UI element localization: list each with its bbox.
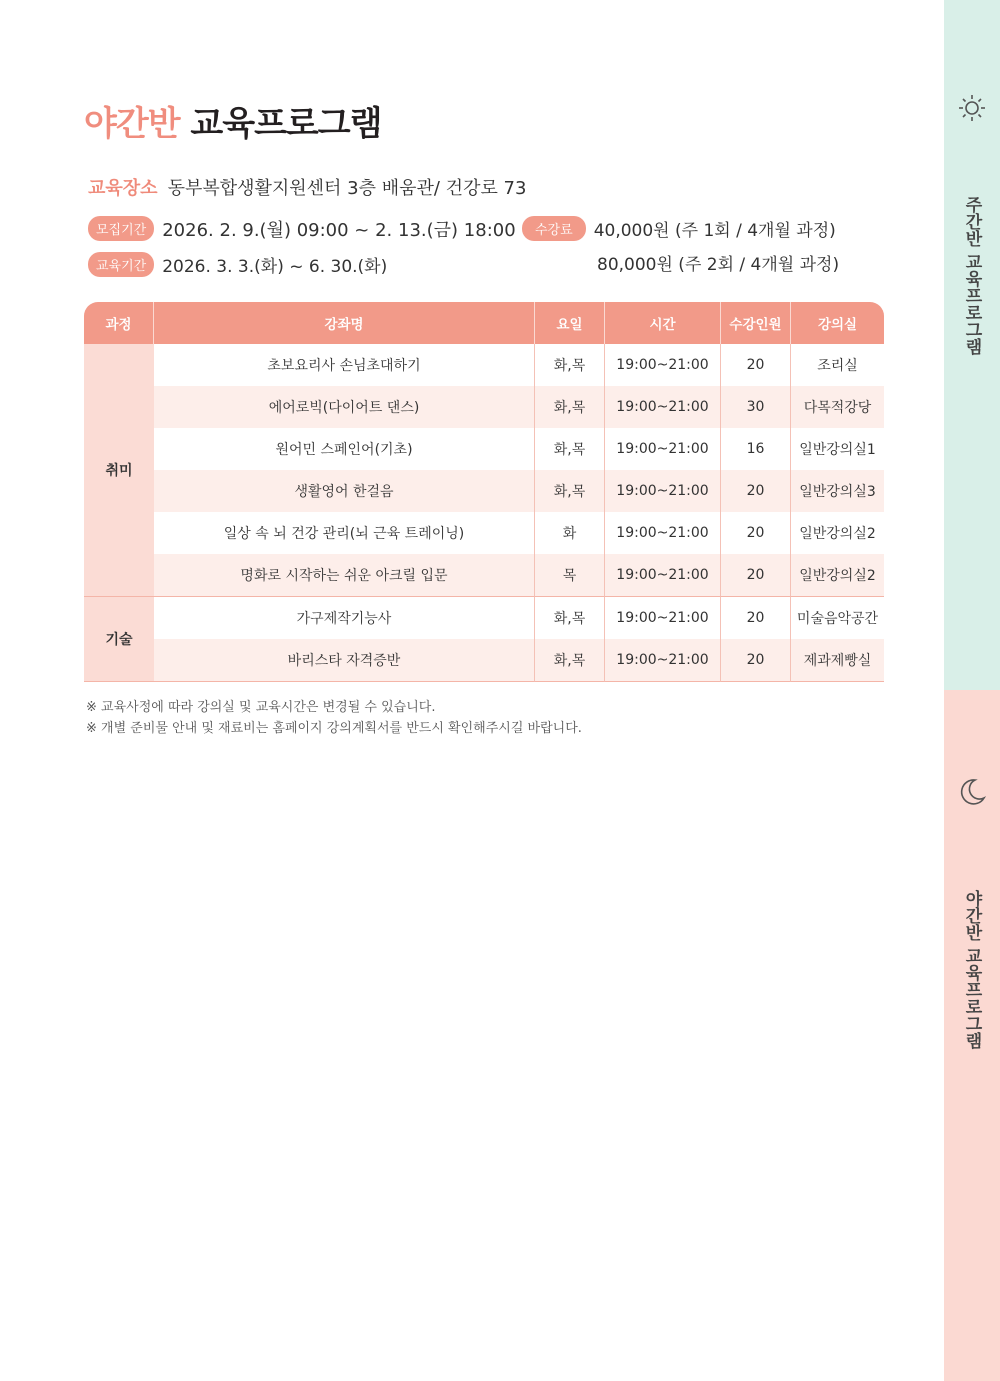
class-name-cell: 명화로 시작하는 쉬운 아크릴 입문	[154, 554, 535, 597]
table-row	[84, 386, 884, 428]
sun-icon	[956, 92, 988, 124]
time-cell: 19:00~21:00	[605, 512, 721, 554]
day-cell: 목	[535, 554, 605, 597]
time-cell: 19:00~21:00	[605, 597, 721, 639]
fee-value-1: 40,000원 (주 1회 / 4개월 과정)	[593, 221, 836, 241]
location-value: 동부복합생활지원센터 3층 배움관/ 건강로 73	[167, 178, 527, 199]
room-cell: 미술음악공간	[796, 611, 879, 627]
capacity-cell: 20	[721, 512, 791, 554]
fee-line-2	[597, 250, 839, 275]
category-cell: 기술	[84, 597, 154, 682]
note-2: ※ 개별 준비물 안내 및 재료비는 홈페이지 강의계획서를 반드시 확인해주시길 바랍니다.	[86, 721, 582, 736]
period-line	[88, 252, 387, 277]
table-row	[84, 639, 884, 682]
header-day: 요일	[535, 302, 605, 344]
note-1: ※ 교육사정에 따라 강의실 및 교육시간은 변경될 수 있습니다.	[86, 700, 436, 715]
time-cell: 19:00~21:00	[605, 344, 721, 386]
room-cell: 일반강의실2	[791, 554, 884, 597]
day-cell: 화	[535, 512, 605, 554]
day-cell: 화,목	[535, 344, 605, 386]
title-main: 교육프로그램	[190, 104, 382, 144]
period-badge: 교육기간	[88, 252, 154, 277]
header-capacity: 수강인원	[721, 302, 791, 344]
class-name-cell: 초보요리사 손님초대하기	[154, 344, 535, 386]
recruit-line	[88, 216, 516, 242]
day-cell: 화,목	[535, 597, 605, 639]
side-tab-night-label: 야간반 교육프로그램	[961, 890, 982, 1049]
table-row	[84, 512, 884, 554]
location-label: 교육장소	[88, 178, 158, 199]
room-cell: 일반강의실1	[799, 442, 876, 458]
capacity-cell: 20	[721, 597, 791, 639]
capacity-cell: 20	[721, 344, 791, 386]
time-cell: 19:00~21:00	[605, 639, 721, 682]
day-cell: 화,목	[535, 386, 605, 428]
time-cell: 19:00~21:00	[605, 386, 721, 428]
table-row	[84, 597, 884, 639]
location-line	[88, 174, 526, 200]
title-accent: 야간반	[84, 104, 180, 144]
program-table	[84, 302, 884, 682]
room-cell: 일반강의실3	[791, 470, 884, 512]
class-name-cell: 바리스타 자격증반	[154, 639, 535, 682]
capacity-cell: 20	[721, 554, 791, 597]
class-name-cell: 원어민 스페인어(기초)	[154, 428, 535, 470]
class-name-cell: 가구제작기능사	[154, 597, 535, 639]
side-tab-day[interactable]	[944, 0, 1000, 690]
side-tab-night[interactable]	[944, 690, 1000, 1381]
page-title	[84, 96, 381, 145]
time-cell: 19:00~21:00	[605, 470, 721, 512]
header-time: 시간	[605, 302, 721, 344]
room-cell: 제과제빵실	[791, 639, 884, 682]
time-cell: 19:00~21:00	[605, 554, 721, 597]
table-header-row	[84, 302, 884, 344]
moon-icon	[956, 776, 988, 808]
header-class-name: 강좌명	[154, 302, 535, 344]
table-row	[84, 344, 884, 386]
table-row	[84, 554, 884, 597]
room-cell: 다목적강당	[791, 386, 884, 428]
day-cell: 화,목	[535, 470, 605, 512]
fee-line-1	[522, 216, 836, 241]
class-name-cell: 일상 속 뇌 건강 관리(뇌 근육 트레이닝)	[154, 512, 535, 554]
side-tab-day-label: 주간반 교육프로그램	[961, 196, 982, 355]
period-value: 2026. 3. 3.(화) ~ 6. 30.(화)	[162, 257, 388, 277]
day-cell: 화,목	[535, 639, 605, 682]
recruit-value: 2026. 2. 9.(월) 09:00 ~ 2. 13.(금) 18:00	[162, 220, 516, 241]
class-name-cell: 에어로빅(다이어트 댄스)	[154, 386, 535, 428]
capacity-cell: 16	[721, 428, 791, 470]
room-cell: 일반강의실2	[799, 526, 876, 542]
time-cell: 19:00~21:00	[605, 428, 721, 470]
capacity-cell: 20	[721, 470, 791, 512]
capacity-cell: 30	[721, 386, 791, 428]
fee-value-2: 80,000원 (주 2회 / 4개월 과정)	[597, 255, 840, 275]
room-cell: 조리실	[817, 358, 858, 374]
day-cell: 화,목	[535, 428, 605, 470]
header-room: 강의실	[791, 302, 884, 344]
recruit-badge: 모집기간	[88, 216, 154, 241]
fee-badge: 수강료	[522, 216, 586, 241]
category-cell: 취미	[84, 344, 154, 597]
capacity-cell: 20	[721, 639, 791, 682]
table-row	[84, 470, 884, 512]
table-row	[84, 428, 884, 470]
class-name-cell: 생활영어 한걸음	[154, 470, 535, 512]
header-course: 과정	[84, 302, 154, 344]
